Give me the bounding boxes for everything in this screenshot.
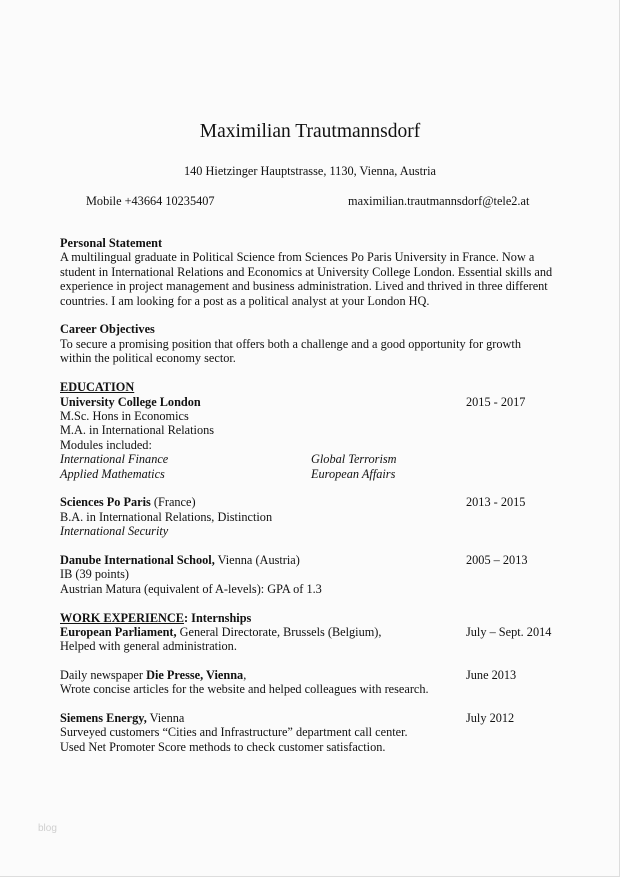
ucl-school: University College London <box>60 395 201 409</box>
ucl-dates: 2015 - 2017 <box>466 395 526 409</box>
personal-statement-line: A multilingual graduate in Political Science from Sciences Po Paris University in France. Now a <box>60 250 535 264</box>
module-item: Applied Mathematics <box>60 467 165 481</box>
modules-label: Modules included: <box>60 438 152 452</box>
sciencespo-dates: 2013 - 2015 <box>466 495 526 509</box>
presse-dates: June 2013 <box>466 668 517 682</box>
career-objectives-line: To secure a promising position that offers both a challenge and a good opportunity for growth <box>60 337 521 351</box>
module-item: Global Terrorism <box>311 452 397 466</box>
career-objectives-heading: Career Objectives <box>60 322 155 336</box>
siemens-dates: July 2012 <box>466 711 515 725</box>
work-experience-heading: WORK EXPERIENCE <box>60 611 185 625</box>
presse-line <box>60 668 246 683</box>
ucl-degree: M.Sc. Hons in Economics <box>60 409 189 423</box>
siemens-employer: Siemens Energy, <box>60 711 147 725</box>
danube-school: Danube International School, <box>60 553 215 567</box>
ep-desc: Helped with general administration. <box>60 639 237 653</box>
presse-employer: Die Presse, Vienna <box>146 668 244 682</box>
module-item: International Finance <box>60 452 169 466</box>
danube-location: Vienna (Austria) <box>214 553 300 567</box>
presse-prefix: Daily newspaper <box>60 668 147 682</box>
sciencespo-school: Sciences Po Paris <box>60 495 151 509</box>
module-item: European Affairs <box>311 467 396 481</box>
ep-detail: General Directorate, Brussels (Belgium), <box>176 625 382 639</box>
ep-line <box>60 625 381 640</box>
sciencespo-module: International Security <box>60 524 169 538</box>
siemens-desc: Used Net Promoter Score methods to check customer satisfaction. <box>60 740 386 754</box>
email-address: maximilian.trautmannsdorf@tele2.at <box>348 194 530 208</box>
education-heading: EDUCATION <box>60 380 135 394</box>
danube-matura: Austrian Matura (equivalent of A-levels): GPA of 1.3 <box>60 582 322 596</box>
watermark: blog <box>38 823 57 834</box>
work-experience-suffix: : Internships <box>184 611 252 625</box>
siemens-detail: Vienna <box>146 711 185 725</box>
sciencespo-location: (France) <box>150 495 196 509</box>
personal-statement-heading: Personal Statement <box>60 236 163 250</box>
resume-name: Maximilian Trautmannsdorf <box>199 121 421 142</box>
personal-statement-line: countries. I am looking for a post as a political analyst at your London HQ. <box>60 294 430 308</box>
siemens-line <box>60 711 184 726</box>
presse-suffix: , <box>243 668 247 682</box>
ucl-degree: M.A. in International Relations <box>60 423 215 437</box>
siemens-desc: Surveyed customers “Cities and Infrastructure” department call center. <box>60 725 408 739</box>
sciencespo-school-line <box>60 495 196 510</box>
personal-statement-line: student in International Relations and Economics at University College London. Essential skills and <box>60 265 553 279</box>
ep-dates: July – Sept. 2014 <box>466 625 552 639</box>
work-experience-heading-line <box>60 611 251 626</box>
address: 140 Hietzinger Hauptstrasse, 1130, Vienna, Austria <box>184 164 436 178</box>
danube-ib: IB (39 points) <box>60 567 129 581</box>
ep-employer: European Parliament, <box>60 625 177 639</box>
personal-statement-line: experience in project management and business administration. Lived and thrived in three different <box>60 279 548 293</box>
career-objectives-line: within the political economy sector. <box>60 351 236 365</box>
danube-school-line <box>60 553 300 568</box>
mobile-number: Mobile +43664 10235407 <box>86 194 215 208</box>
presse-desc: Wrote concise articles for the website and helped colleagues with research. <box>60 682 429 696</box>
sciencespo-degree: B.A. in International Relations, Distinction <box>60 510 273 524</box>
danube-dates: 2005 – 2013 <box>466 553 528 567</box>
